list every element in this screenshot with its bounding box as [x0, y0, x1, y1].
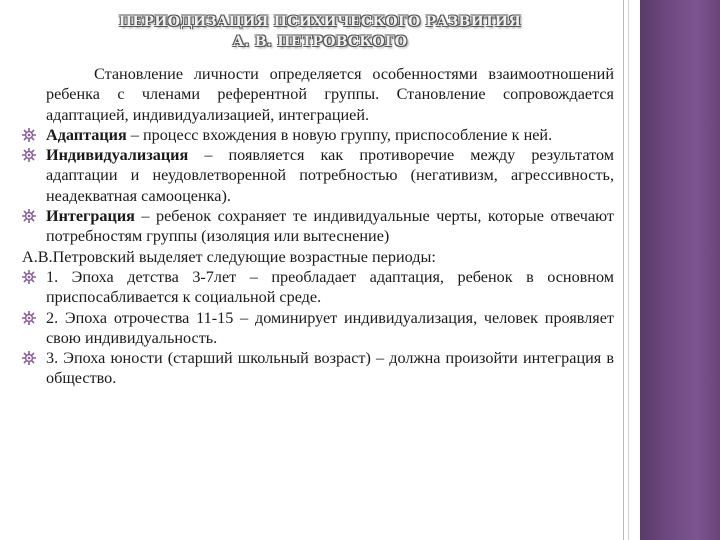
side-decor-panel [640, 0, 720, 540]
term-description: – процесс вхождения в новую группу, приспособление к ней. [126, 125, 553, 144]
sun-bullet-icon [22, 148, 36, 162]
list-item-adaptation [22, 125, 614, 145]
list-item-individualization [22, 145, 614, 206]
intro-paragraph: Становление личности определяется особенностями взаимоотношений ребенка с членами референтной группы. Становление сопровождается адаптацией, индивидуализацией, интеграцией. [46, 65, 614, 124]
period-text: 2. Эпоха отрочества 11-15 – доминирует индивидуализация, человек проявляет свою индивидуальность. [46, 308, 614, 347]
title-line-1: ПЕРИОДИЗАЦИЯ ПСИХИЧЕСКОГО РАЗВИТИЯ [118, 14, 522, 30]
slide-title [0, 12, 640, 52]
list-item-period-3 [22, 348, 614, 389]
sun-bullet-icon [22, 311, 36, 325]
sun-bullet-icon [22, 270, 36, 284]
title-line-2: А. В. ПЕТРОВСКОГО [232, 34, 408, 50]
slide-body [22, 64, 614, 389]
process-list [22, 125, 614, 247]
divider-line [623, 0, 624, 540]
period-text: 3. Эпоха юности (старший школьный возраст) – должна произойти интеграция в общество. [46, 349, 614, 388]
term-description: – появляется как противоречие между результатом адаптации и неудовлетворенной потребностью (негативизм, агрессивность, неадекватная самооценка). [46, 146, 614, 205]
term-label: Адаптация [46, 125, 127, 144]
list-item-integration [22, 206, 614, 247]
term-label: Интеграция [46, 207, 135, 226]
sun-bullet-icon [22, 209, 36, 223]
list-item-period-2 [22, 308, 614, 349]
period-text: 1. Эпоха детства 3-7лет – преобладает адаптация, ребенок в основном приспосабливается к социальной среде. [46, 267, 614, 307]
periods-intro: А.В.Петровский выделяет следующие возрастные периоды: [22, 247, 436, 266]
term-label: Индивидуализация [46, 146, 189, 165]
term-description: – ребенок сохраняет те индивидуальные черты, которые отвечают потребностям группы (изоляция или вытеснение) [46, 207, 614, 246]
list-item-period-1 [22, 267, 614, 308]
divider-line-secondary [628, 0, 629, 540]
sun-bullet-icon [22, 351, 36, 365]
sun-bullet-icon [22, 128, 36, 142]
periods-list [22, 267, 614, 389]
